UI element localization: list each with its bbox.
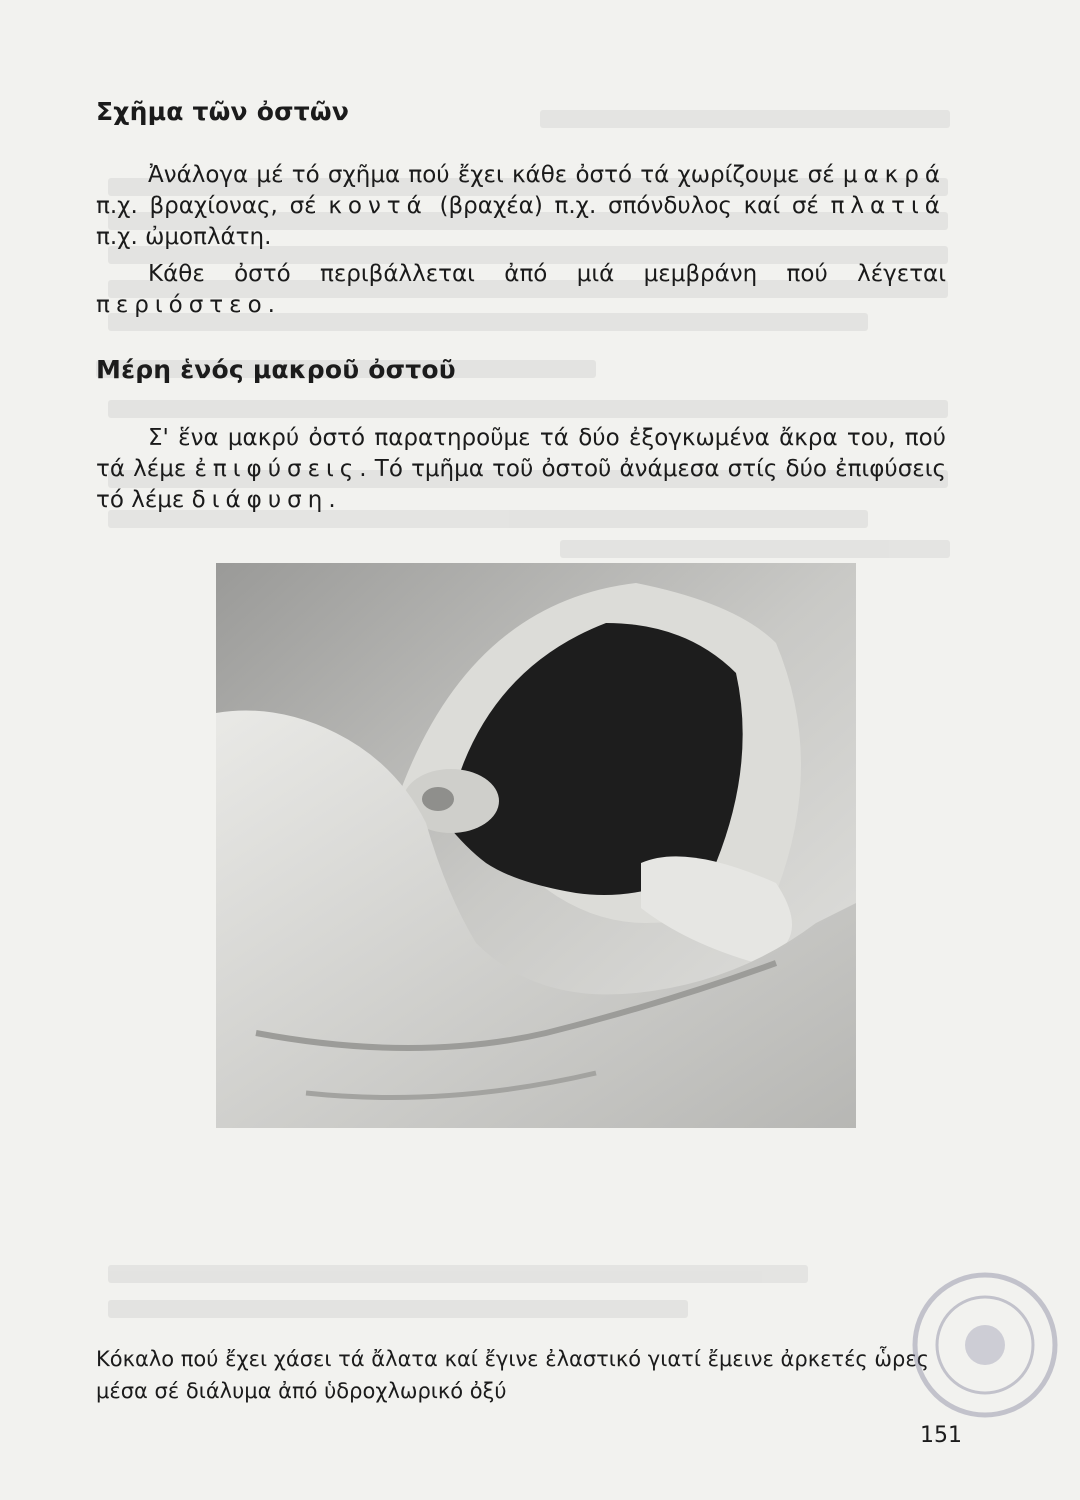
text-span: . <box>328 487 336 513</box>
spaced-term-epiphyses: ἐπιφύσεις <box>194 456 360 482</box>
spaced-term-periosteum: περιόστεο <box>96 292 268 318</box>
page-number: 151 <box>920 1423 962 1448</box>
bent-bone-photo <box>216 563 856 1128</box>
text-span: Κάθε ὀστό περιβάλλεται ἀπό μιά μεμβράνη πού λέγεται <box>148 261 946 287</box>
bent-bone-illustration <box>216 563 856 1128</box>
spaced-term-long: μακρά <box>842 162 946 188</box>
text-span: Ἀνάλογα μέ τό σχῆμα πού ἔχει κάθε ὀστό τά χωρίζουμε σέ <box>148 162 843 188</box>
spaced-term-flat: πλατιά <box>830 193 946 219</box>
library-stamp-seal <box>905 1265 1065 1425</box>
figure-caption: Κόκαλο πού ἔχει χάσει τά ἄλατα καί ἔγινε ἐλαστικό γιατί ἔμεινε ἀρκετές ὧρες μέσα σέ διάλυμα ἀπό ὑδροχλωρικό ὀξύ <box>96 1347 930 1403</box>
paragraph-bone-shapes <box>96 160 946 253</box>
text-span: (βραχέα) π.χ. σπόνδυλος καί σέ <box>427 193 831 219</box>
section-heading-long-bone-parts: Μέρη ἑνός μακροῦ ὀστοῦ <box>96 355 456 384</box>
text-span: π.χ. βραχίονας, σέ <box>96 193 329 219</box>
paragraph-periosteum <box>96 259 946 321</box>
spaced-term-diaphysis: διάφυση <box>191 487 329 513</box>
text-span: . Τό τμῆμα τοῦ ὀστοῦ ἀνάμεσα στίς δύο ἐπιφύσεις τό λέμε <box>96 456 946 513</box>
paragraph-epiphyses <box>96 423 946 516</box>
spaced-term-short: κοντά <box>328 193 428 219</box>
section-heading-bone-shape: Σχῆμα τῶν ὀστῶν <box>96 97 350 126</box>
text-span: π.χ. ὠμοπλάτη. <box>96 224 272 250</box>
text-span: Σ' ἕνα μακρύ ὀστό παρατηροῦμε τά δύο ἐξογκωμένα ἄκρα του, πού τά λέμε <box>96 425 946 482</box>
text-span: . <box>267 292 275 318</box>
epiphysis-shading <box>422 787 454 811</box>
